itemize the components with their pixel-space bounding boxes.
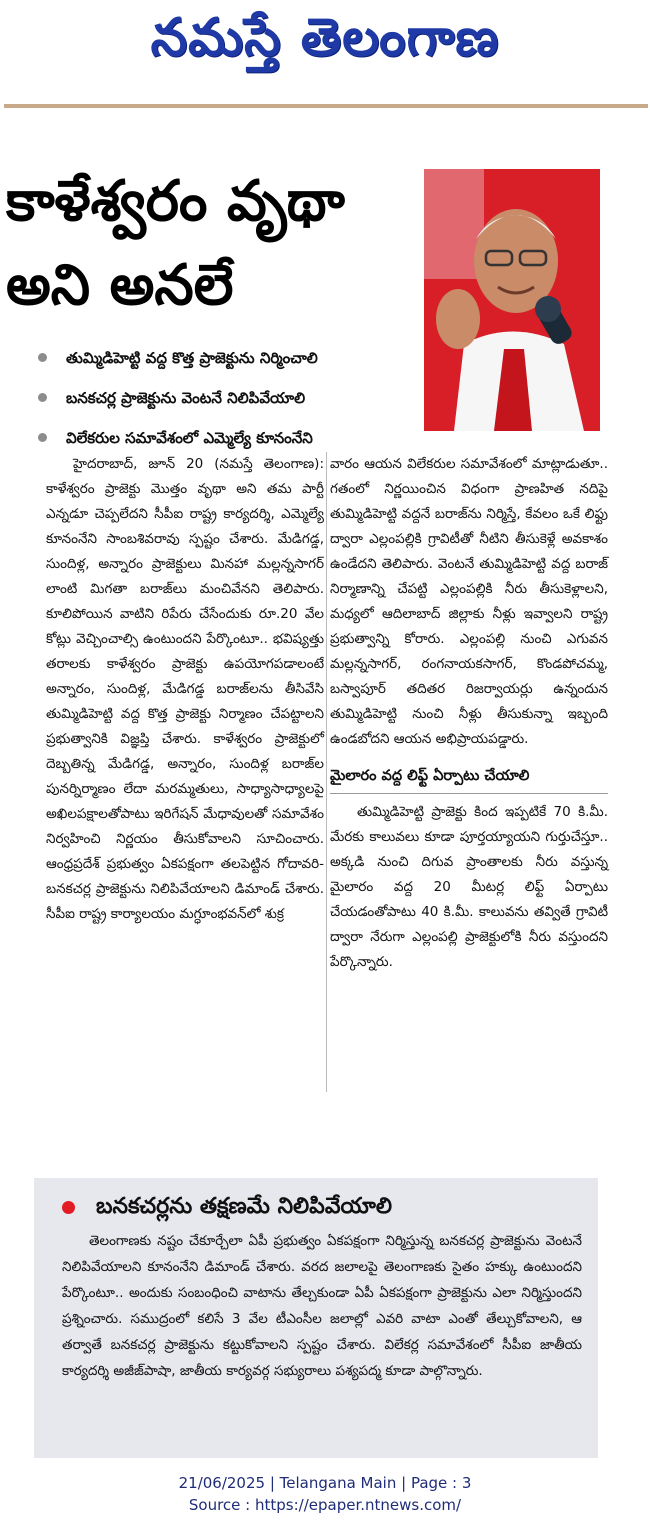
bullet-list	[26, 338, 421, 458]
bullet-text: విలేకరుల సమావేశంలో ఎమ్మెల్యే కూనంనేని	[66, 429, 313, 447]
masthead-divider	[4, 104, 648, 108]
article-column-right	[330, 452, 608, 975]
body-paragraph: హైదరాబాద్, జూన్ 20 (నమస్తే తెలంగాణ): కాళేశ్వరం ప్రాజెక్టు మొత్తం వృథా అని తమ పార్టీ ఎన్నడూ చెప్పలేదని సీపీఐ రాష్ట్ర కార్యదర్శి, ఎమ్మెల్యే కూనంనేని సాంబశివరావు స్పష్టం చేశారు. మేడిగడ్డ, సుందిళ్ల, అన్నారం ప్రాజెక్టులు మినహా మల్లన్నసాగర్ లాంటి మిగతా బరాజ్‌లు మంచివేనని తెలిపారు. కూలిపోయిన వాటిని రిపేరు చేసేందుకు రూ.20 వేల కోట్లు వెచ్చించాల్సి ఉంటుందని పేర్కొంటూ.. భవిష్యత్తు తరాలకు కాళేశ్వరం ప్రాజెక్టు ఉపయోగపడాలంటే అన్నారం, సుందిళ్ల, మేడిగడ్డ బరాజ్‌లను తీసివేసి తుమ్మిడిహెట్టి వద్ద కొత్త ప్రాజెక్టు నిర్మాణం చేపట్టాలని ప్రభుత్వానికి విజ్ఞప్తి చేశారు. కాళేశ్వరం ప్రాజెక్టులో దెబ్బతిన్న మేడిగడ్డ, అన్నారం, సుందిళ్ల బరాజ్‌ల పునర్నిర్మాణం లేదా మరమ్మతులు, సాధ్యాసాధ్యాలపై అఖిలపక్షాలతోపాటు ఇరిగేషన్ మేధావులతో సమావేశం నిర్వహించి నిర్ణయం తీసుకోవాలని సూచించారు. ఆంధ్రప్రదేశ్ ప్రభుత్వం ఏకపక్షంగా తలపెట్టిన గోదావరి-బనకచర్ల ప్రాజెక్టును నిలిపివేయాలని డిమాండ్ చేశారు. సీపీఐ రాష్ట్ర కార్యాలయం మగ్ధూంభవన్‌లో శుక్ర	[46, 456, 324, 922]
bullet-dot-icon	[38, 433, 47, 442]
red-bullet-icon	[62, 1201, 75, 1214]
box-title	[34, 1190, 598, 1224]
box-title-text: బనకచర్లను తక్షణమే నిలిపివేయాలి	[96, 1194, 392, 1219]
subheading: మైలారం వద్ద లిఫ్ట్ ఏర్పాటు చేయాలి	[330, 764, 608, 794]
bullet-text: బనకచర్ల ప్రాజెక్టును వెంటనే నిలిపివేయాలి	[66, 389, 306, 407]
speaker-photo-illustration	[424, 169, 600, 431]
speaker-photo	[424, 169, 600, 431]
headline-line-2: అని అనలే	[6, 253, 234, 318]
masthead	[0, 0, 650, 96]
newspaper-logo: నమస్తే తెలంగాణ	[150, 8, 500, 68]
headline	[6, 160, 411, 328]
bullet-dot-icon	[38, 393, 47, 402]
bullet-item	[26, 338, 421, 378]
sidebar-box	[34, 1178, 598, 1458]
page-footer	[0, 1472, 650, 1516]
bullet-dot-icon	[38, 353, 47, 362]
footer-edition-info: 21/06/2025 | Telangana Main | Page : 3	[178, 1474, 472, 1492]
bullet-item	[26, 378, 421, 418]
article-column-left	[46, 452, 324, 927]
box-body: తెలంగాణకు నష్టం చేకూర్చేలా ఏపీ ప్రభుత్వం ఏకపక్షంగా నిర్మిస్తున్న బనకచర్ల ప్రాజెక్టును వెంటనే నిలిపివేయాలని కూనంనేని డిమాండ్ చేశారు. వరద జలాలపై తెలంగాణకు సైతం హక్కు ఉంటుందని పేర్కొంటూ.. అందుకు సంబంధించి వాటాను తేల్చకుండా ఏపీ ఏకపక్షంగా ప్రాజెక్టును ఎలా నిర్మిస్తుందని ప్రశ్నించారు. సముద్రంలో కలిసే 3 వేల టీఎంసీల జలాల్లో ఎవరి వాటా ఎంతో తేల్చుకోవాలని, ఆ తర్వాతే బనకచర్ల ప్రాజెక్టును కట్టుకోవాలని స్పష్టం చేశారు. విలేకర్ల సమావేశంలో సీపీఐ జాతీయ కార్యదర్శి అజీజ్‌పాషా, జాతీయ కార్యవర్గ సభ్యురాలు పశ్యపద్మ కూడా పాల్గొన్నారు.	[62, 1233, 582, 1379]
body-paragraph: తుమ్మిడిహెట్టి ప్రాజెక్టు కింద ఇప్పటికే 70 కి.మీ. మేరకు కాలువలు కూడా పూర్తయ్యాయని గుర్తుచేస్తూ.. అక్కడి నుంచి దిగువ ప్రాంతాలకు నీరు వస్తున్న మైలారం వద్ద 20 మీటర్ల లిఫ్ట్ ఏర్పాటు చేయడంతోపాటు 40 కి.మీ. కాలువను తవ్వితే గ్రావిటీ ద్వారా నేరుగా ఎల్లంపల్లి ప్రాజెక్టులోకి నీరు వస్తుందని పేర్కొన్నారు.	[330, 804, 608, 970]
bullet-text: తుమ్మిడిహెట్టి వద్ద కొత్త ప్రాజెక్టును నిర్మించాలి	[66, 349, 318, 367]
body-paragraph: వారం ఆయన విలేకరుల సమావేశంలో మాట్లాడుతూ.. గతంలో నిర్ణయించిన విధంగా ప్రాణహిత నదిపై తుమ్మిడిహెట్టి వద్దనే బరాజ్‌ను నిర్మిస్తే, కేవలం ఒకే లిఫ్టు ద్వారా ఎల్లంపల్లికి గ్రావిటీతో నీటిని తీసుకెళ్లే అవకాశం ఉండేదని తెలిపారు. వెంటనే తుమ్మిడిహెట్టి వద్ద బరాజ్ నిర్మాణాన్ని చేపట్టి ఎల్లంపల్లికి నీరు తీసుకెళ్లాలని, మధ్యలో ఆదిలాబాద్ జిల్లాకు నీళ్లు ఇవ్వాలని రాష్ట్ర ప్రభుత్వాన్ని కోరారు. ఎల్లంపల్లి నుంచి ఎగువన మల్లన్నసాగర్, రంగనాయకసాగర్, కొండపోచమ్మ, బస్వాపూర్ తదితర రిజర్వాయర్లు ఉన్నందున తుమ్మిడిహెట్టి నుంచి నీళ్లు తీసుకున్నా ఇబ్బంది ఉండబోదని ఆయన అభిప్రాయపడ్డారు.	[330, 456, 608, 747]
column-divider	[326, 452, 327, 1092]
footer-source-link[interactable]: Source : https://epaper.ntnews.com/	[188, 1496, 462, 1514]
headline-line-1: కాళేశ్వరం వృథా	[6, 169, 345, 234]
